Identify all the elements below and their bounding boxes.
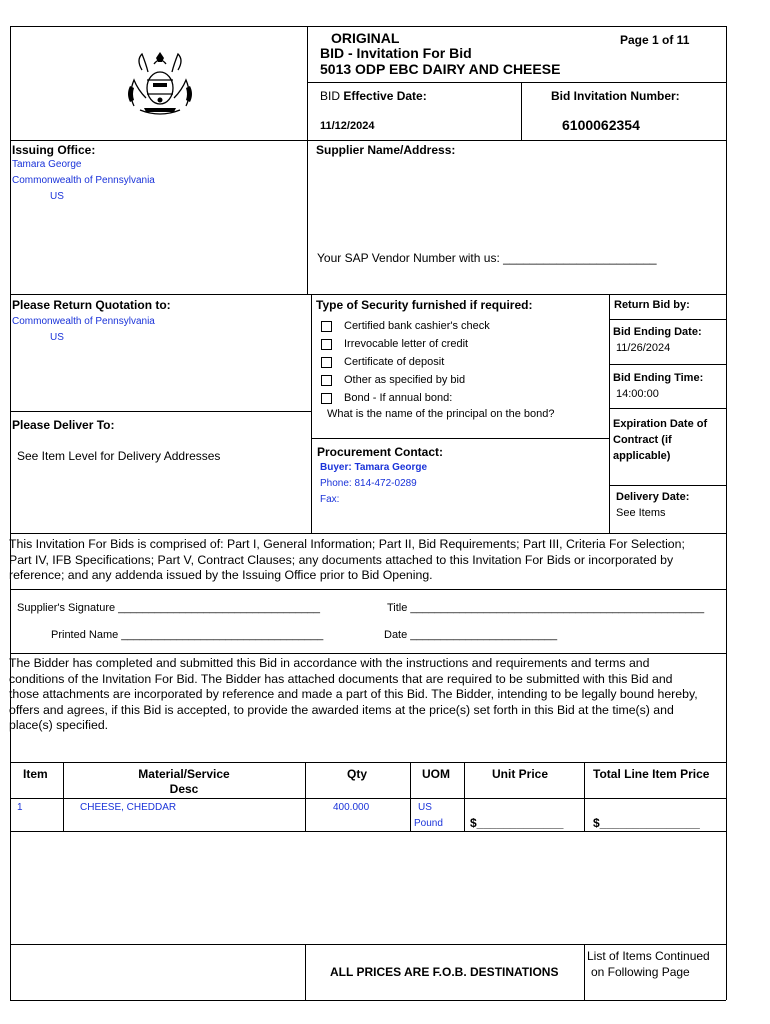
divider (10, 762, 726, 763)
vendor-number-field[interactable]: Your SAP Vendor Number with us: _______________________ (317, 251, 657, 265)
row-qty: 400.000 (333, 802, 370, 813)
divider (305, 762, 306, 831)
row-uom: US (418, 802, 432, 813)
issuing-country: US (50, 191, 64, 202)
bid-title: 5013 ODP EBC DAIRY AND CHEESE (320, 61, 561, 77)
invitation-number: 6100062354 (562, 117, 640, 133)
buyer-fax: Fax: (320, 494, 340, 505)
invitation-number-label: Bid Invitation Number: (551, 89, 680, 103)
expiration-label: Expiration Date of (613, 418, 708, 430)
divider (305, 944, 306, 1000)
row-uom: Pound (414, 818, 443, 829)
continued-note: on Following Page (591, 965, 690, 979)
supplier-signature-field[interactable]: Supplier's Signature _________________________________ (17, 602, 321, 614)
frame-bottom (10, 1000, 726, 1001)
return-bid-by: Return Bid by: (614, 299, 690, 311)
bid-line: BID - Invitation For Bid (320, 45, 472, 61)
ending-time-label: Bid Ending Time: (613, 372, 704, 384)
col-header-uom: UOM (422, 767, 450, 781)
security-option: Bond - If annual bond: (344, 392, 453, 404)
col-header-qty: Qty (347, 767, 368, 781)
return-org: Commonwealth of Pennsylvania (12, 316, 155, 327)
security-option: Irrevocable letter of credit (344, 338, 469, 350)
certification-paragraph: The Bidder has completed and submitted this Bid in accordance with the instructions and requirements and terms and conditions of the Invitation For Bid. The Bidder has attached documents that are required to be submitted with this Bid and those attachments are incorporated by reference and made a part of this Bid. The Bidder, intending to be legally bound hereby, offers and agrees, if this Bid is accepted, to provide the awarded items at the price(s) set forth in this Bid at the time(s) and place(s) specified. (9, 656, 698, 732)
divider (464, 762, 465, 831)
divider (609, 485, 726, 486)
divider (10, 944, 726, 945)
security-checkbox[interactable] (321, 339, 332, 350)
pennsylvania-seal-icon (120, 50, 200, 118)
supplier-label: Supplier Name/Address: (316, 143, 456, 157)
divider (584, 944, 585, 1000)
col-header-item: Item (23, 767, 48, 781)
divider (584, 762, 585, 831)
divider (609, 364, 726, 365)
buyer-phone: Phone: 814-472-0289 (320, 478, 417, 489)
row-unit-price-field[interactable]: $_____________ (470, 816, 564, 830)
divider (10, 653, 726, 654)
buyer-name: Buyer: Tamara George (320, 462, 428, 473)
divider (10, 294, 726, 295)
divider (609, 294, 610, 533)
security-label: Type of Security furnished if required: (316, 298, 533, 312)
ending-date: 11/26/2024 (616, 342, 671, 354)
date-field[interactable]: Date ________________________ (384, 629, 558, 641)
ending-date-label: Bid Ending Date: (613, 326, 702, 338)
issuing-office-label: Issuing Office: (12, 143, 96, 157)
expiration-label: Contract (if (613, 434, 672, 446)
original-label: ORIGINAL (331, 30, 400, 46)
principal-question: What is the name of the principal on the bond? (327, 408, 555, 420)
divider (10, 589, 726, 590)
divider (307, 26, 308, 294)
divider (10, 533, 726, 534)
return-country: US (50, 332, 64, 343)
ending-time: 14:00:00 (616, 388, 659, 400)
divider (10, 831, 726, 832)
divider (521, 82, 522, 140)
fob-note: ALL PRICES ARE F.O.B. DESTINATIONS (330, 965, 559, 979)
divider (311, 438, 609, 439)
page-number: Page 1 of 11 (620, 33, 690, 47)
frame-right (726, 26, 727, 1000)
effective-date-label: BID Effective Date: (320, 89, 427, 103)
delivery-date-label: Delivery Date: (616, 491, 690, 503)
row-item: 1 (17, 802, 23, 813)
col-header-total: Total Line Item Price (593, 767, 710, 781)
security-option: Certified bank cashier's check (344, 320, 490, 332)
return-quotation-label: Please Return Quotation to: (12, 298, 171, 312)
col-header-desc: Material/Service Desc (138, 767, 230, 796)
security-checkbox[interactable] (321, 393, 332, 404)
title-field[interactable]: Title ________________________________________________ (387, 602, 705, 614)
delivery-date: See Items (616, 507, 666, 519)
comprised-paragraph: This Invitation For Bids is comprised of: Part I, General Information; Part II, Bid Requirements; Part III, Criteria For Selection; Part IV, IFB Specifications; Part V, Contract Clauses; any documents attached to this Invitation For Bids or incorporated by reference; and any addenda issued by the Issuing Office prior to Bid Opening. (9, 537, 685, 582)
row-total-field[interactable]: $_______________ (593, 816, 700, 830)
frame-left (10, 26, 11, 1000)
security-checkbox[interactable] (321, 321, 332, 332)
row-desc: CHEESE, CHEDDAR (80, 802, 177, 813)
divider (10, 411, 311, 412)
printed-name-field[interactable]: Printed Name _________________________________ (51, 629, 324, 641)
divider (410, 762, 411, 831)
security-checkbox[interactable] (321, 357, 332, 368)
expiration-label: applicable) (613, 450, 671, 462)
issuing-name: Tamara George (12, 159, 82, 170)
security-option: Certificate of deposit (344, 356, 445, 368)
divider (10, 140, 726, 141)
security-option: Other as specified by bid (344, 374, 466, 386)
divider (609, 319, 726, 320)
divider (311, 294, 312, 533)
continued-note: List of Items Continued (587, 949, 710, 963)
deliver-to-label: Please Deliver To: (12, 418, 115, 432)
issuing-org: Commonwealth of Pennsylvania (12, 175, 155, 186)
divider (10, 798, 726, 799)
deliver-to-text: See Item Level for Delivery Addresses (17, 449, 221, 463)
procurement-label: Procurement Contact: (317, 445, 444, 459)
col-header-unit-price: Unit Price (492, 767, 549, 781)
frame-top (10, 26, 726, 27)
divider (307, 82, 726, 83)
security-checkbox[interactable] (321, 375, 332, 386)
divider (609, 408, 726, 409)
effective-date: 11/12/2024 (320, 120, 375, 132)
